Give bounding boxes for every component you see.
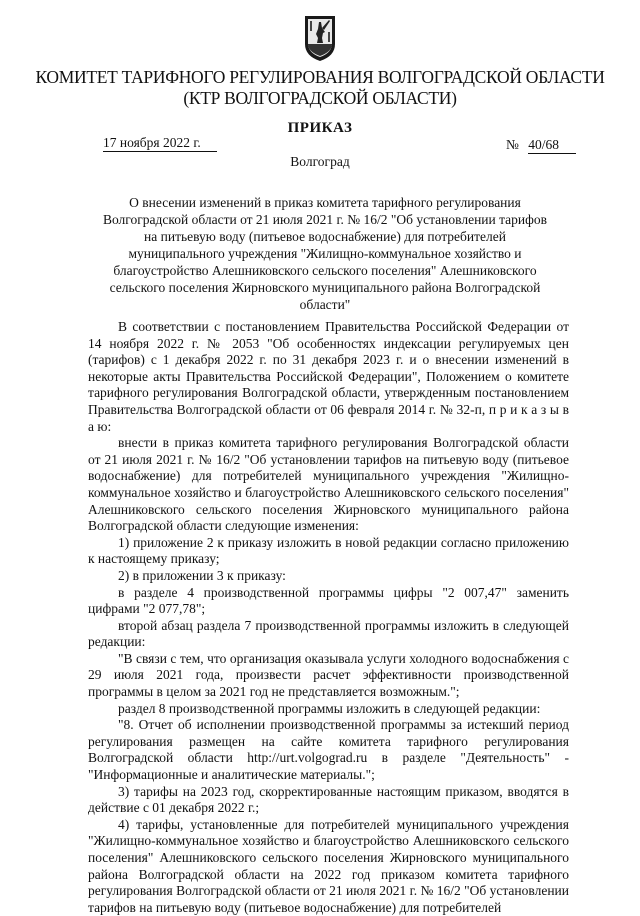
organization-name: КОМИТЕТ ТАРИФНОГО РЕГУЛИРОВАНИЯ ВОЛГОГРАДСКОЙ ОБЛАСТИ (35, 67, 605, 87)
paragraph: 3) тарифы на 2023 год, скорректированные настоящим приказом, вводятся в действие с 01 декабря 2022 г.; (88, 783, 569, 816)
paragraph: второй абзац раздела 7 производственной программы изложить в следующей редакции: (88, 617, 569, 650)
paragraph: внести в приказ комитета тарифного регулирования Волгоградской области от 21 июля 2021 г. № 16/2 "Об установлении тарифов на питьевую воду (питьевое водоснабжение) для потребителей муниципального учреждения "Жилищно-коммунальное хозяйство и благоустройство Алешниковского сельского поселения" Алешниковского сельского поселения Жирновского муниципального района Волгоградской области следующие изменения: (88, 435, 569, 534)
document-type: ПРИКАЗ (287, 120, 353, 136)
volgograd-emblem-icon (303, 14, 337, 62)
number-label: № (506, 137, 519, 152)
document-number: 40/68 (528, 137, 576, 154)
document-subject: О внесении изменений в приказ комитета тарифного регулирования Волгоградской области от 21 июля 2021 г. № 16/2 "Об установлении тарифов на питьевую воду (питьевое водоснабжение) для потребителей муниципального учреждения "Жилищно-коммунальное хозяйство и благоустройство Алешниковского сельского поселения" Алешниковского сельского поселения Жирновского муниципального района Волгоградской области" (102, 195, 548, 312)
paragraph: "8. Отчет об исполнении производственной программы за истекший период регулирования размещен на сайте комитета тарифного регулирования Волгоградской области http://urt.volgograd.ru в разделе "Деятельность" - "Информационные и аналитические материалы."; (88, 717, 569, 783)
paragraph: раздел 8 производственной программы изложить в следующей редакции: (118, 700, 541, 716)
document-date: 17 ноября 2022 г. (103, 135, 217, 152)
paragraph: В соответствии с постановлением Правительства Российской Федерации от 14 ноября 2022 г. № 2053 "Об особенностях индексации регулируемых цен (тарифов) с 1 декабря 2022 г. по 31 декабря 2023 г. и о внесении изменений в некоторые акты Правительства Российской Федерации", Положением о комитете тарифного регулирования Волгоградской области, утвержденным постановлением Правительства Волгоградской области от 06 февраля 2014 г. № 32-п, п р и к а з ы в а ю: (88, 319, 569, 434)
paragraph: 4) тарифы, установленные для потребителей муниципального учреждения "Жилищно-коммунальное хозяйство и благоустройство Алешниковского сельского поселения" Алешниковского сельского поселения Жирновского муниципального района Волгоградской области на 2022 год приказом комитета тарифного регулирования Волгоградской области от 21 июля 2021 г. № 16/2 "Об установлении тарифов на питьевую воду (питьевое водоснабжение) для потребителей (88, 816, 569, 915)
document-city: Волгоград (290, 154, 350, 169)
document-body (88, 319, 569, 916)
paragraph: 2) в приложении 3 к приказу: (118, 567, 286, 583)
paragraph: "В связи с тем, что организация оказывала услуги холодного водоснабжения с 29 июля 2021 года, произвести расчет эффективности производственной программы в целом за 2021 год не представляется возможным."; (88, 650, 569, 700)
paragraph: 1) приложение 2 к приказу изложить в новой редакции согласно приложению к настоящему приказу; (88, 534, 569, 567)
document-number-block (506, 137, 576, 154)
paragraph: в разделе 4 производственной программы цифры "2 007,47" заменить цифрами "2 077,78"; (88, 584, 569, 617)
organization-short-name: (КТР ВОЛГОГРАДСКОЙ ОБЛАСТИ) (183, 88, 457, 108)
